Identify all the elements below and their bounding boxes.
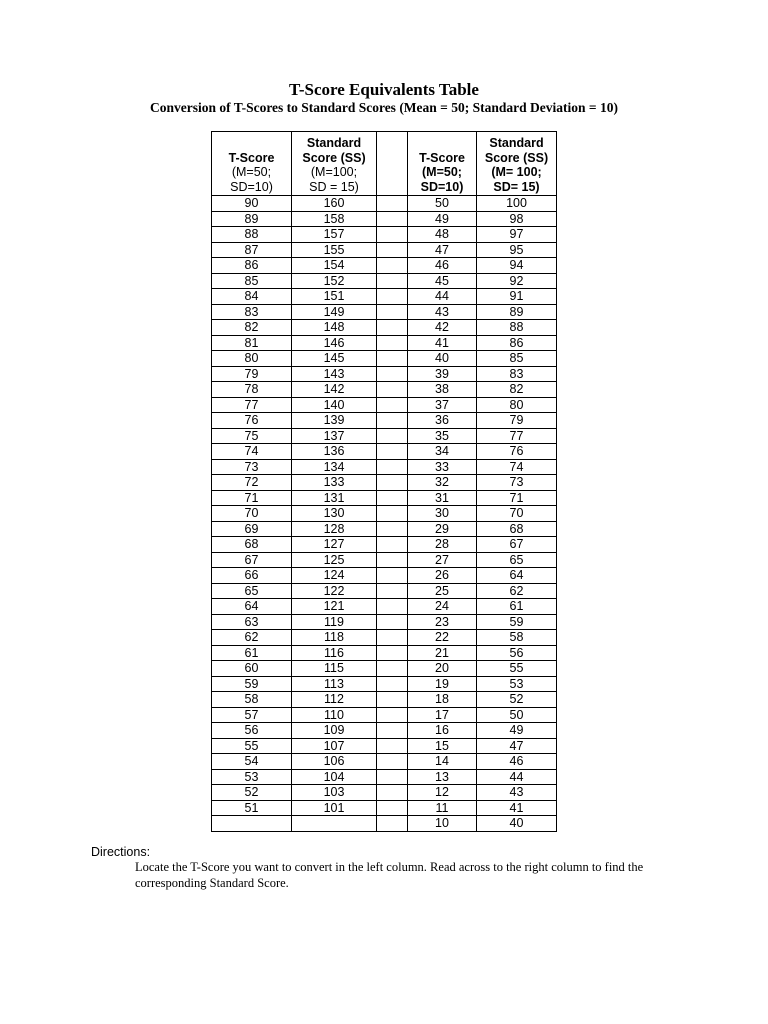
- left-t-score-cell: 80: [212, 351, 292, 367]
- left-standard-score-cell: 124: [292, 568, 377, 584]
- left-standard-score-cell: 146: [292, 335, 377, 351]
- table-row: [212, 583, 557, 599]
- spacer-cell: [377, 676, 408, 692]
- left-standard-score-cell: 118: [292, 630, 377, 646]
- table-row: [212, 258, 557, 274]
- left-standard-score-cell: 130: [292, 506, 377, 522]
- right-t-score-cell: 22: [408, 630, 477, 646]
- table-row: [212, 614, 557, 630]
- left-t-score-cell: 67: [212, 552, 292, 568]
- spacer-cell: [377, 366, 408, 382]
- right-t-score-cell: 16: [408, 723, 477, 739]
- left-t-score-cell: 53: [212, 769, 292, 785]
- left-t-score-cell: 78: [212, 382, 292, 398]
- right-t-score-cell: 38: [408, 382, 477, 398]
- left-standard-score-cell: 127: [292, 537, 377, 553]
- right-standard-score-cell: 40: [477, 816, 557, 832]
- left-t-score-cell: 71: [212, 490, 292, 506]
- right-standard-score-cell: 64: [477, 568, 557, 584]
- spacer-cell: [377, 800, 408, 816]
- left-standard-score-cell: 104: [292, 769, 377, 785]
- table-row: [212, 382, 557, 398]
- left-standard-score-cell: 152: [292, 273, 377, 289]
- table-row: [212, 707, 557, 723]
- left-standard-score-cell: 113: [292, 676, 377, 692]
- table-row: [212, 506, 557, 522]
- left-standard-score-cell: 103: [292, 785, 377, 801]
- table-row: [212, 552, 557, 568]
- right-t-score-cell: 43: [408, 304, 477, 320]
- right-t-score-cell: 27: [408, 552, 477, 568]
- right-standard-score-cell: 47: [477, 738, 557, 754]
- left-t-score-cell: 63: [212, 614, 292, 630]
- left-standard-score-cell: 137: [292, 428, 377, 444]
- table-row: [212, 816, 557, 832]
- left-t-score-cell: 60: [212, 661, 292, 677]
- header-right-ss-line-1: Standard: [489, 136, 544, 150]
- left-standard-score-cell: 143: [292, 366, 377, 382]
- left-t-score-cell: 84: [212, 289, 292, 305]
- right-t-score-cell: 23: [408, 614, 477, 630]
- table-row: [212, 800, 557, 816]
- right-standard-score-cell: 44: [477, 769, 557, 785]
- spacer-cell: [377, 428, 408, 444]
- spacer-cell: [377, 645, 408, 661]
- right-t-score-cell: 41: [408, 335, 477, 351]
- header-left-t-score: [212, 132, 292, 196]
- left-t-score-cell: 82: [212, 320, 292, 336]
- left-standard-score-cell: 107: [292, 738, 377, 754]
- left-standard-score-cell: 134: [292, 459, 377, 475]
- left-t-score-cell: 55: [212, 738, 292, 754]
- right-t-score-cell: 11: [408, 800, 477, 816]
- header-left-t-line-3: SD=10): [230, 179, 273, 194]
- left-t-score-cell: 87: [212, 242, 292, 258]
- right-standard-score-cell: 86: [477, 335, 557, 351]
- left-standard-score-cell: 131: [292, 490, 377, 506]
- left-standard-score-cell: 115: [292, 661, 377, 677]
- right-standard-score-cell: 59: [477, 614, 557, 630]
- left-t-score-cell: 69: [212, 521, 292, 537]
- right-t-score-cell: 25: [408, 583, 477, 599]
- table-row: [212, 785, 557, 801]
- spacer-cell: [377, 568, 408, 584]
- right-standard-score-cell: 98: [477, 211, 557, 227]
- left-t-score-cell: 56: [212, 723, 292, 739]
- left-t-score-cell: 90: [212, 196, 292, 212]
- right-t-score-cell: 31: [408, 490, 477, 506]
- spacer-cell: [377, 723, 408, 739]
- right-t-score-cell: 40: [408, 351, 477, 367]
- left-t-score-cell: 73: [212, 459, 292, 475]
- right-standard-score-cell: 73: [477, 475, 557, 491]
- left-t-score-cell: 57: [212, 707, 292, 723]
- table-row: [212, 211, 557, 227]
- spacer-cell: [377, 769, 408, 785]
- table-row: [212, 335, 557, 351]
- left-standard-score-cell: 149: [292, 304, 377, 320]
- spacer-cell: [377, 397, 408, 413]
- header-left-ss-line-1: Standard: [306, 136, 362, 150]
- header-right-t-line-1: T-Score: [419, 150, 465, 165]
- right-t-score-cell: 48: [408, 227, 477, 243]
- right-t-score-cell: 10: [408, 816, 477, 832]
- table-row: [212, 459, 557, 475]
- table-row: [212, 196, 557, 212]
- left-standard-score-cell: 151: [292, 289, 377, 305]
- right-t-score-cell: 32: [408, 475, 477, 491]
- right-standard-score-cell: 58: [477, 630, 557, 646]
- spacer-cell: [377, 475, 408, 491]
- left-standard-score-cell: 112: [292, 692, 377, 708]
- spacer-cell: [377, 754, 408, 770]
- header-right-ss-line-3: (M= 100;: [491, 165, 542, 179]
- table-row: [212, 366, 557, 382]
- table-row: [212, 537, 557, 553]
- left-t-score-cell: 72: [212, 475, 292, 491]
- right-t-score-cell: 15: [408, 738, 477, 754]
- left-t-score-cell: 51: [212, 800, 292, 816]
- left-t-score-cell: 85: [212, 273, 292, 289]
- spacer-cell: [377, 614, 408, 630]
- table-row: [212, 692, 557, 708]
- right-t-score-cell: 36: [408, 413, 477, 429]
- spacer-cell: [377, 413, 408, 429]
- right-t-score-cell: 42: [408, 320, 477, 336]
- left-standard-score-cell: 148: [292, 320, 377, 336]
- spacer-cell: [377, 258, 408, 274]
- table-row: [212, 769, 557, 785]
- right-t-score-cell: 29: [408, 521, 477, 537]
- header-left-ss-line-2: Score (SS): [302, 150, 366, 165]
- table-row: [212, 304, 557, 320]
- left-t-score-cell: 58: [212, 692, 292, 708]
- left-standard-score-cell: 110: [292, 707, 377, 723]
- left-t-score-cell: 64: [212, 599, 292, 615]
- left-t-score-cell: 86: [212, 258, 292, 274]
- left-t-score-cell: 61: [212, 645, 292, 661]
- left-t-score-cell: 77: [212, 397, 292, 413]
- right-standard-score-cell: 83: [477, 366, 557, 382]
- right-standard-score-cell: 88: [477, 320, 557, 336]
- right-standard-score-cell: 49: [477, 723, 557, 739]
- left-standard-score-cell: [292, 816, 377, 832]
- right-t-score-cell: 34: [408, 444, 477, 460]
- t-score-table: [211, 131, 557, 832]
- right-standard-score-cell: 55: [477, 661, 557, 677]
- header-left-ss-line-3: (M=100;: [310, 165, 358, 179]
- left-t-score-cell: 75: [212, 428, 292, 444]
- header-left-standard-score: [292, 132, 377, 196]
- table-header-row: [212, 132, 557, 196]
- left-standard-score-cell: 160: [292, 196, 377, 212]
- right-standard-score-cell: 71: [477, 490, 557, 506]
- spacer-cell: [377, 661, 408, 677]
- right-t-score-cell: 37: [408, 397, 477, 413]
- table-row: [212, 490, 557, 506]
- right-t-score-cell: 30: [408, 506, 477, 522]
- spacer-cell: [377, 320, 408, 336]
- header-right-t-line-3: SD=10): [420, 179, 464, 194]
- right-t-score-cell: 20: [408, 661, 477, 677]
- right-standard-score-cell: 85: [477, 351, 557, 367]
- spacer-cell: [377, 289, 408, 305]
- directions-label: Directions:: [91, 845, 151, 859]
- left-standard-score-cell: 116: [292, 645, 377, 661]
- spacer-cell: [377, 506, 408, 522]
- table-row: [212, 568, 557, 584]
- left-t-score-cell: 62: [212, 630, 292, 646]
- header-spacer: [377, 132, 408, 196]
- right-standard-score-cell: 67: [477, 537, 557, 553]
- right-standard-score-cell: 62: [477, 583, 557, 599]
- left-t-score-cell: 68: [212, 537, 292, 553]
- left-standard-score-cell: 145: [292, 351, 377, 367]
- right-standard-score-cell: 61: [477, 599, 557, 615]
- table-row: [212, 428, 557, 444]
- right-standard-score-cell: 52: [477, 692, 557, 708]
- table-row: [212, 599, 557, 615]
- table-row: [212, 351, 557, 367]
- spacer-cell: [377, 552, 408, 568]
- header-right-t-line-2: (M=50;: [422, 165, 462, 179]
- spacer-cell: [377, 382, 408, 398]
- left-t-score-cell: 54: [212, 754, 292, 770]
- directions-text: Locate the T-Score you want to convert in the left column. Read across to the right column to find the corresponding Standard Score.: [135, 860, 644, 890]
- right-standard-score-cell: 82: [477, 382, 557, 398]
- spacer-cell: [377, 444, 408, 460]
- right-t-score-cell: 26: [408, 568, 477, 584]
- spacer-cell: [377, 785, 408, 801]
- spacer-cell: [377, 227, 408, 243]
- left-standard-score-cell: 133: [292, 475, 377, 491]
- spacer-cell: [377, 242, 408, 258]
- left-standard-score-cell: 136: [292, 444, 377, 460]
- left-t-score-cell: 74: [212, 444, 292, 460]
- right-standard-score-cell: 68: [477, 521, 557, 537]
- right-standard-score-cell: 97: [477, 227, 557, 243]
- right-standard-score-cell: 41: [477, 800, 557, 816]
- right-t-score-cell: 47: [408, 242, 477, 258]
- left-standard-score-cell: 140: [292, 397, 377, 413]
- right-standard-score-cell: 91: [477, 289, 557, 305]
- right-t-score-cell: 46: [408, 258, 477, 274]
- left-standard-score-cell: 109: [292, 723, 377, 739]
- table-row: [212, 630, 557, 646]
- spacer-cell: [377, 196, 408, 212]
- left-t-score-cell: 59: [212, 676, 292, 692]
- table-row: [212, 289, 557, 305]
- spacer-cell: [377, 583, 408, 599]
- right-t-score-cell: 49: [408, 211, 477, 227]
- table-row: [212, 227, 557, 243]
- left-t-score-cell: 52: [212, 785, 292, 801]
- right-standard-score-cell: 43: [477, 785, 557, 801]
- table-row: [212, 676, 557, 692]
- header-left-t-line-2: (M=50;: [231, 165, 272, 179]
- right-standard-score-cell: 70: [477, 506, 557, 522]
- right-standard-score-cell: 79: [477, 413, 557, 429]
- right-standard-score-cell: 89: [477, 304, 557, 320]
- header-left-t-line-1: T-Score: [228, 150, 275, 165]
- spacer-cell: [377, 738, 408, 754]
- table-row: [212, 475, 557, 491]
- left-standard-score-cell: 128: [292, 521, 377, 537]
- table-row: [212, 521, 557, 537]
- left-t-score-cell: 79: [212, 366, 292, 382]
- right-standard-score-cell: 56: [477, 645, 557, 661]
- left-standard-score-cell: 106: [292, 754, 377, 770]
- spacer-cell: [377, 537, 408, 553]
- right-t-score-cell: 13: [408, 769, 477, 785]
- spacer-cell: [377, 351, 408, 367]
- right-t-score-cell: 24: [408, 599, 477, 615]
- spacer-cell: [377, 630, 408, 646]
- left-standard-score-cell: 157: [292, 227, 377, 243]
- left-t-score-cell: 76: [212, 413, 292, 429]
- table-row: [212, 444, 557, 460]
- table-row: [212, 661, 557, 677]
- spacer-cell: [377, 816, 408, 832]
- left-t-score-cell: 88: [212, 227, 292, 243]
- table-row: [212, 242, 557, 258]
- right-t-score-cell: 14: [408, 754, 477, 770]
- left-t-score-cell: 89: [212, 211, 292, 227]
- right-standard-score-cell: 50: [477, 707, 557, 723]
- left-standard-score-cell: 101: [292, 800, 377, 816]
- table-row: [212, 754, 557, 770]
- table-row: [212, 413, 557, 429]
- right-standard-score-cell: 77: [477, 428, 557, 444]
- table-row: [212, 645, 557, 661]
- spacer-cell: [377, 335, 408, 351]
- page-subtitle: Conversion of T-Scores to Standard Scores (Mean = 50; Standard Deviation = 10): [150, 100, 618, 115]
- right-standard-score-cell: 53: [477, 676, 557, 692]
- spacer-cell: [377, 490, 408, 506]
- right-t-score-cell: 19: [408, 676, 477, 692]
- right-t-score-cell: 45: [408, 273, 477, 289]
- left-t-score-cell: 65: [212, 583, 292, 599]
- right-t-score-cell: 28: [408, 537, 477, 553]
- table-row: [212, 320, 557, 336]
- left-standard-score-cell: 122: [292, 583, 377, 599]
- left-t-score-cell: 81: [212, 335, 292, 351]
- spacer-cell: [377, 459, 408, 475]
- spacer-cell: [377, 273, 408, 289]
- right-t-score-cell: 33: [408, 459, 477, 475]
- left-standard-score-cell: 119: [292, 614, 377, 630]
- left-t-score-cell: [212, 816, 292, 832]
- right-standard-score-cell: 65: [477, 552, 557, 568]
- left-t-score-cell: 66: [212, 568, 292, 584]
- header-right-t-score: [408, 132, 477, 196]
- left-standard-score-cell: 142: [292, 382, 377, 398]
- page-title: T-Score Equivalents Table: [289, 80, 479, 99]
- header-right-ss-line-2: Score (SS): [484, 150, 549, 165]
- table-row: [212, 738, 557, 754]
- spacer-cell: [377, 304, 408, 320]
- right-t-score-cell: 21: [408, 645, 477, 661]
- right-standard-score-cell: 94: [477, 258, 557, 274]
- right-standard-score-cell: 46: [477, 754, 557, 770]
- header-left-ss-line-4: SD = 15): [309, 179, 359, 194]
- right-t-score-cell: 35: [408, 428, 477, 444]
- header-right-standard-score: [477, 132, 557, 196]
- right-standard-score-cell: 76: [477, 444, 557, 460]
- left-t-score-cell: 83: [212, 304, 292, 320]
- table-row: [212, 723, 557, 739]
- left-standard-score-cell: 125: [292, 552, 377, 568]
- right-t-score-cell: 44: [408, 289, 477, 305]
- right-t-score-cell: 18: [408, 692, 477, 708]
- right-standard-score-cell: 100: [477, 196, 557, 212]
- right-standard-score-cell: 95: [477, 242, 557, 258]
- right-t-score-cell: 12: [408, 785, 477, 801]
- left-standard-score-cell: 154: [292, 258, 377, 274]
- spacer-cell: [377, 521, 408, 537]
- right-standard-score-cell: 74: [477, 459, 557, 475]
- right-t-score-cell: 50: [408, 196, 477, 212]
- left-standard-score-cell: 121: [292, 599, 377, 615]
- right-standard-score-cell: 92: [477, 273, 557, 289]
- spacer-cell: [377, 211, 408, 227]
- left-standard-score-cell: 158: [292, 211, 377, 227]
- right-t-score-cell: 39: [408, 366, 477, 382]
- spacer-cell: [377, 599, 408, 615]
- left-standard-score-cell: 139: [292, 413, 377, 429]
- spacer-cell: [377, 707, 408, 723]
- header-right-ss-line-4: SD= 15): [493, 179, 540, 194]
- table-row: [212, 397, 557, 413]
- right-t-score-cell: 17: [408, 707, 477, 723]
- right-standard-score-cell: 80: [477, 397, 557, 413]
- table-row: [212, 273, 557, 289]
- spacer-cell: [377, 692, 408, 708]
- left-standard-score-cell: 155: [292, 242, 377, 258]
- left-t-score-cell: 70: [212, 506, 292, 522]
